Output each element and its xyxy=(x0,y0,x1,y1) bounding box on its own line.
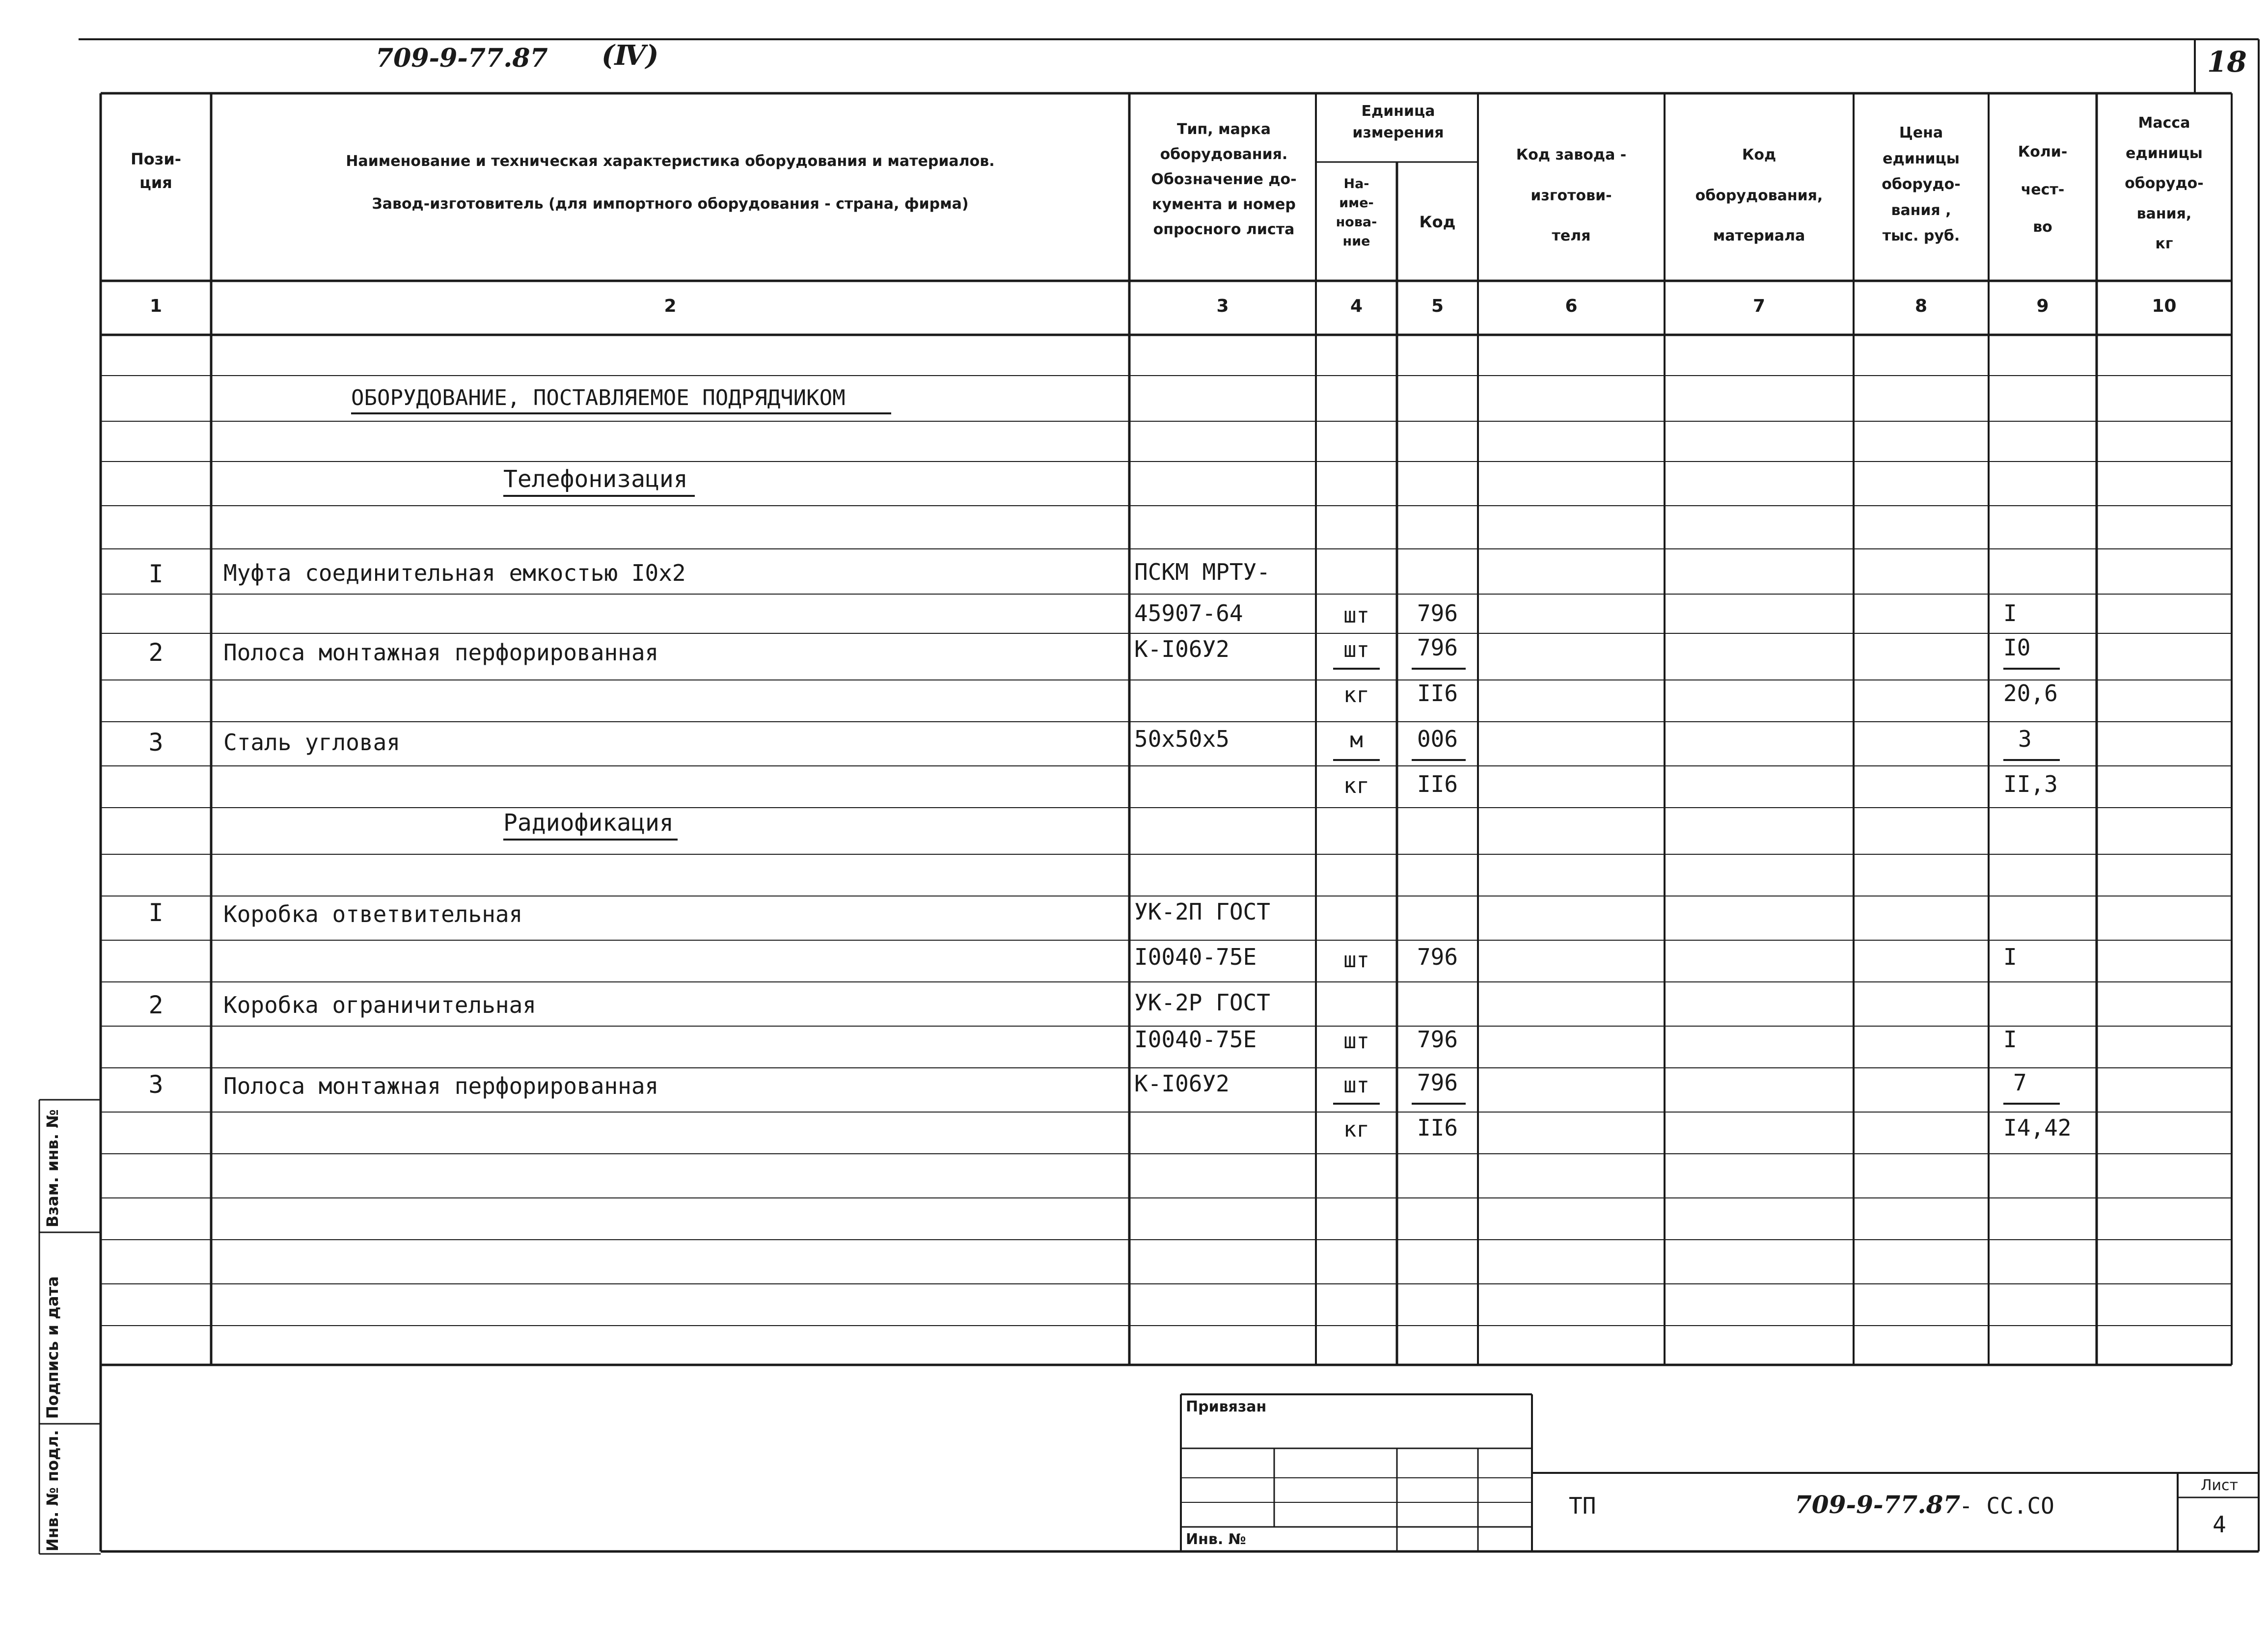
header-factory-code: Код завода - изготови- теля xyxy=(1516,146,1627,244)
column-number: 5 xyxy=(1431,296,1444,316)
list-number: 4 xyxy=(2213,1511,2226,1538)
row-quantity: I xyxy=(2003,600,2017,626)
row-type: 45907-64 xyxy=(1134,600,1243,626)
row-type: I0040-75Е xyxy=(1134,1026,1257,1053)
column-number: 3 xyxy=(1216,296,1229,316)
row-unit: кг xyxy=(1343,773,1369,798)
stamp-vzam-inv: Взам. инв. № xyxy=(43,1109,62,1227)
header-type: Тип, марка оборудования. Обозначение до- кумента и номер опросного листа xyxy=(1151,121,1297,238)
row-name: Коробка ограничительная xyxy=(223,992,536,1018)
inv-no-label: Инв. № xyxy=(1186,1531,1246,1548)
column-number: 8 xyxy=(1914,296,1928,316)
header-unit-name: На- име- нова- ние xyxy=(1336,176,1377,249)
section-title-telephone: Телефонизация xyxy=(503,465,688,493)
row-unit-code: 796 xyxy=(1417,1069,1458,1096)
column-number: 2 xyxy=(664,296,677,316)
row-position: I xyxy=(148,560,164,588)
row-unit-code: 796 xyxy=(1417,944,1458,970)
row-quantity: 7 xyxy=(2013,1069,2027,1096)
header-quantity: Коли- чест- во xyxy=(2018,143,2068,236)
row-quantity: I xyxy=(2003,944,2017,970)
row-quantity: I4,42 xyxy=(2003,1114,2072,1141)
header-unit-code: Код xyxy=(1419,213,1456,231)
row-unit-code: 006 xyxy=(1417,726,1458,752)
section-title-radio: Радиофикация xyxy=(503,809,674,837)
row-name: Полоса монтажная перфорированная xyxy=(223,639,659,666)
row-unit: шт xyxy=(1343,1029,1369,1054)
row-unit-code: 796 xyxy=(1417,600,1458,626)
list-label: Лист xyxy=(2200,1477,2239,1494)
header-unit-group: Единица измерения xyxy=(1352,103,1444,141)
row-position: 3 xyxy=(148,1070,164,1099)
tp-label: ТП xyxy=(1569,1493,1596,1519)
row-type: 50х50х5 xyxy=(1134,726,1230,752)
header-mass: Масса единицы оборудо- вания, кг xyxy=(2125,114,2204,252)
row-type: УК-2Р ГОСТ xyxy=(1134,989,1270,1016)
row-type: К-I06У2 xyxy=(1134,1070,1230,1097)
header-name: Наименование и техническая характеристика оборудования и материалов. Завод-изготовитель (для импортного оборудования - страна, фирма) xyxy=(346,153,995,213)
column-number: 4 xyxy=(1350,296,1363,316)
row-quantity: 20,6 xyxy=(2003,680,2058,706)
stamp-inv-podl: Инв. № подл. xyxy=(43,1430,62,1551)
column-number: 10 xyxy=(2152,296,2177,316)
column-number: 1 xyxy=(149,296,163,316)
header-equipment-code: Код оборудования, материала xyxy=(1695,146,1823,244)
row-position: 3 xyxy=(148,728,164,757)
doc-code: 709-9-77.87 xyxy=(1795,1490,1961,1519)
section-title-main: ОБОРУДОВАНИЕ, ПОСТАВЛЯЕМОЕ ПОДРЯДЧИКОМ xyxy=(351,385,846,410)
row-quantity: I xyxy=(2003,1026,2017,1053)
row-name: Коробка ответвительная xyxy=(223,901,523,927)
row-type: УК-2П ГОСТ xyxy=(1134,898,1270,925)
row-position: 2 xyxy=(148,638,164,667)
row-unit: кг xyxy=(1343,682,1369,707)
row-position: I xyxy=(148,898,164,927)
column-number: 6 xyxy=(1565,296,1578,316)
row-name: Муфта соединительная емкостью I0х2 xyxy=(223,560,686,586)
row-unit-code: II6 xyxy=(1417,1114,1458,1141)
header-price: Цена единицы оборудо- вания , тыс. руб. xyxy=(1882,124,1961,244)
privyazan-label: Привязан xyxy=(1186,1398,1267,1415)
row-unit-code: 796 xyxy=(1417,634,1458,661)
row-quantity: 3 xyxy=(2018,726,2032,752)
sheet-number-top: 18 xyxy=(2207,45,2247,79)
row-unit: шт xyxy=(1343,603,1369,628)
row-position: 2 xyxy=(148,991,164,1019)
row-unit: шт xyxy=(1343,948,1369,973)
row-unit: шт xyxy=(1343,1073,1369,1098)
doc-variant-top: (Ⅳ) xyxy=(601,39,659,72)
row-unit-code: 796 xyxy=(1417,1026,1458,1053)
row-type: ПСКМ МРТУ- xyxy=(1134,559,1270,585)
row-unit: шт xyxy=(1343,637,1369,662)
row-unit: м xyxy=(1350,728,1363,753)
stamp-podpis-data: Подпись и дата xyxy=(43,1276,62,1419)
row-name: Сталь угловая xyxy=(223,729,401,756)
row-unit-code: II6 xyxy=(1417,680,1458,706)
row-quantity: I0 xyxy=(2003,634,2031,661)
column-number: 9 xyxy=(2036,296,2049,316)
column-number: 7 xyxy=(1752,296,1766,316)
doc-suffix: - СС.СО xyxy=(1959,1493,2054,1519)
row-quantity: II,3 xyxy=(2003,771,2058,797)
row-type: К-I06У2 xyxy=(1134,636,1230,662)
header-position: Пози- ция xyxy=(130,150,182,192)
doc-code-top: 709-9-77.87 xyxy=(376,43,548,73)
row-type: I0040-75Е xyxy=(1134,944,1257,970)
row-name: Полоса монтажная перфорированная xyxy=(223,1073,659,1099)
row-unit: кг xyxy=(1343,1117,1369,1142)
row-unit-code: II6 xyxy=(1417,771,1458,797)
